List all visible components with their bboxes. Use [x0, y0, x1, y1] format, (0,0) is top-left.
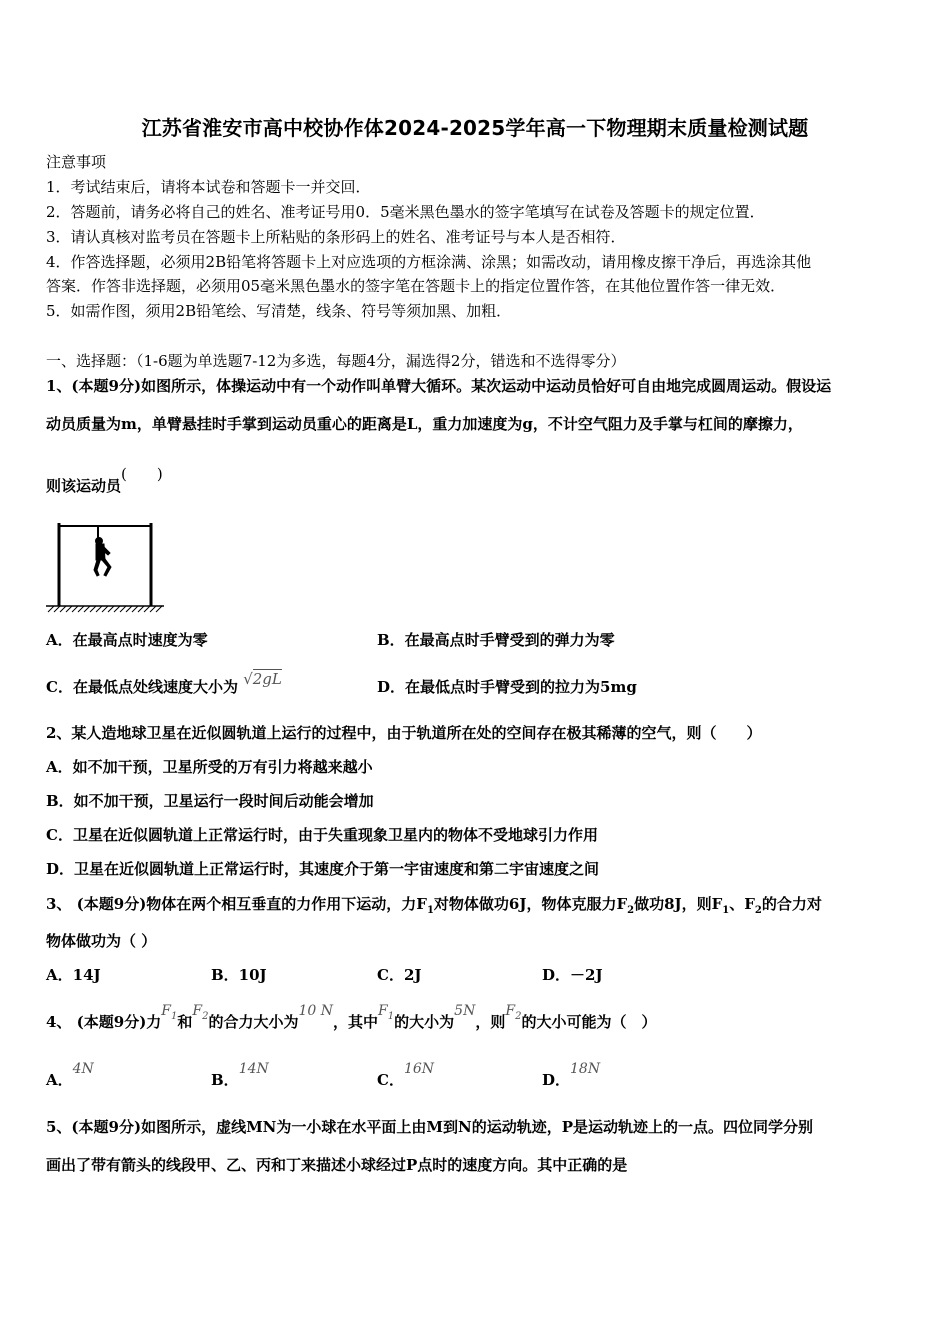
q4-option-b-value: 14N	[238, 1061, 269, 1077]
gymnast-figure	[44, 520, 168, 615]
q4-text-6: ，则	[475, 1013, 506, 1031]
q3-option-d: D．－2J	[542, 966, 603, 984]
q3-text-2: 对物体做功6J，物体克服力F	[433, 895, 628, 913]
q3-text-1: 3、 (本题9分)物体在两个相互垂直的力作用下运动，力F	[46, 895, 427, 913]
q4-f1-sub-2: 1	[387, 1010, 395, 1022]
q4-f2-sub-2: 2	[515, 1010, 522, 1022]
q4-f1-sub: 1	[171, 1010, 178, 1022]
q3-text-4: 、F	[729, 895, 755, 913]
q3-option-b: B．10J	[211, 966, 267, 984]
notice-item: 答案．作答非选择题，必须用05毫米黑色墨水的签字笔在答题卡上的指定位置作答，在其他位置作答一律无效．	[46, 277, 786, 295]
q4-f2-letter: F	[192, 1003, 203, 1019]
q1-stem-line1: 1、(本题9分)如图所示，体操运动中有一个动作叫单臂大循环。某次运动中运动员恰好可自由地完成圆周运动。假设运	[46, 377, 832, 395]
q3-stem-line1	[46, 894, 822, 921]
q1-option-a: A．在最高点时速度为零	[46, 631, 208, 649]
q1-stem-line3	[46, 465, 163, 496]
q4-option-c-label: C．	[377, 1071, 404, 1089]
answer-bracket: ( )	[121, 465, 163, 483]
q4-option-b	[211, 1061, 269, 1091]
q2-option-d: D．卫星在近似圆轨道上正常运行时，其速度介于第一宇宙速度和第二宇宙速度之间	[46, 860, 600, 878]
notice-item: 1．考试结束后，请将本试卷和答题卡一并交回．	[46, 178, 371, 196]
notice-item: 2．答题前，请务必将自己的姓名、准考证号用0．5毫米黑色墨水的签字笔填写在试卷及答题卡的规定位置．	[46, 203, 765, 221]
q4-option-d	[542, 1061, 601, 1091]
q4-text-7: 的大小可能为（ ）	[521, 1013, 657, 1031]
q2-option-a: A．如不加干预，卫星所受的万有引力将越来越小	[46, 758, 373, 776]
q1-stem-text: 则该运动员	[46, 477, 122, 495]
section-heading: 一、选择题：（1-6题为单选题7-12为多选，每题4分，漏选得2分，错选和不选得零分）	[46, 352, 626, 370]
q1-option-c-text: C．在最低点处线速度大小为	[46, 678, 238, 696]
q5-stem-line1: 5、(本题9分)如图所示，虚线MN为一小球在水平面上由M到N的运动轨迹，P是运动轨迹上的一点。四位同学分别	[46, 1118, 813, 1136]
q2-option-c: C．卫星在近似圆轨道上正常运行时，由于失重现象卫星内的物体不受地球引力作用	[46, 826, 598, 844]
notice-item: 5．如需作图，须用2B铅笔绘、写清楚，线条、符号等须加黑、加粗．	[46, 302, 512, 320]
q3-sub-3: 1	[722, 905, 730, 916]
q4-stem	[46, 1003, 657, 1039]
q3-sub-4: 2	[754, 905, 762, 916]
q3-option-c: C．2J	[377, 966, 422, 984]
page-title: 江苏省淮安市高中校协作体2024-2025学年高一下物理期末质量检测试题	[141, 116, 809, 140]
sqrt-icon: √2gL	[243, 670, 282, 688]
q1-option-d: D．在最低点时手臂受到的拉力为5mg	[377, 678, 637, 696]
q1-option-c-math: 2gL	[252, 670, 282, 688]
q4-f1-value: 5N	[454, 1003, 476, 1019]
q4-option-d-label: D．	[542, 1071, 571, 1089]
q4-resultant-value: 10 N	[298, 1003, 334, 1019]
q4-f2-letter-2: F	[505, 1003, 516, 1019]
q4-option-a-value: 4N	[72, 1061, 94, 1077]
q4-option-a	[46, 1061, 94, 1091]
notice-item: 3．请认真核对监考员在答题卡上所粘贴的条形码上的姓名、准考证号与本人是否相符．	[46, 228, 626, 246]
q2-stem: 2、某人造地球卫星在近似圆轨道上运行的过程中，由于轨道所在处的空间存在极其稀薄的空气，则（ ）	[46, 724, 762, 742]
q4-text-5: 的大小为	[394, 1013, 455, 1031]
q4-f1-symbol-2	[378, 1003, 395, 1022]
q4-option-d-value: 18N	[570, 1061, 601, 1077]
q4-text-2: 和	[177, 1013, 193, 1031]
q5-stem-line2: 画出了带有箭头的线段甲、乙、丙和丁来描述小球经过P点时的速度方向。其中正确的是	[46, 1156, 628, 1174]
q4-option-b-label: B．	[211, 1071, 239, 1089]
q4-f2-symbol	[192, 1003, 209, 1022]
q4-f1-letter: F	[161, 1003, 172, 1019]
q4-text-3: 的合力大小为	[208, 1013, 299, 1031]
q4-f1-letter-2: F	[378, 1003, 388, 1019]
q4-text-4: ，其中	[333, 1013, 379, 1031]
q4-option-a-label: A．	[46, 1071, 73, 1089]
q3-option-a: A．14J	[46, 966, 101, 984]
q4-option-c	[377, 1061, 435, 1091]
q4-text-1: 4、 (本题9分)力	[46, 1013, 162, 1031]
q4-option-c-value: 16N	[403, 1061, 435, 1077]
q3-text-5: 的合力对	[761, 895, 822, 913]
q3-sub-2: 2	[627, 905, 635, 916]
ground-hatching	[48, 606, 162, 612]
q3-text-3: 做功8J，则F	[634, 895, 723, 913]
q2-option-b: B．如不加干预，卫星运行一段时间后动能会增加	[46, 792, 374, 810]
q3-stem-line2: 物体做功为（ ）	[46, 932, 157, 950]
q1-option-b: B．在最高点时手臂受到的弹力为零	[377, 631, 615, 649]
q4-f1-symbol	[161, 1003, 178, 1022]
gymnast-icon	[94, 527, 111, 576]
notice-heading: 注意事项	[46, 153, 107, 171]
q1-stem-line2: 动员质量为m，单臂悬挂时手掌到运动员重心的距离是L，重力加速度为g，不计空气阻力及手掌与杠间的摩擦力，	[46, 415, 803, 433]
q3-sub-1: 1	[426, 905, 434, 916]
q4-f2-symbol-2	[505, 1003, 522, 1022]
q4-f2-sub: 2	[202, 1010, 209, 1022]
notice-item: 4．作答选择题，必须用2B铅笔将答题卡上对应选项的方框涂满、涂黑；如需改动，请用橡皮擦干净后，再选涂其他	[46, 253, 812, 271]
q1-option-c	[46, 670, 282, 697]
